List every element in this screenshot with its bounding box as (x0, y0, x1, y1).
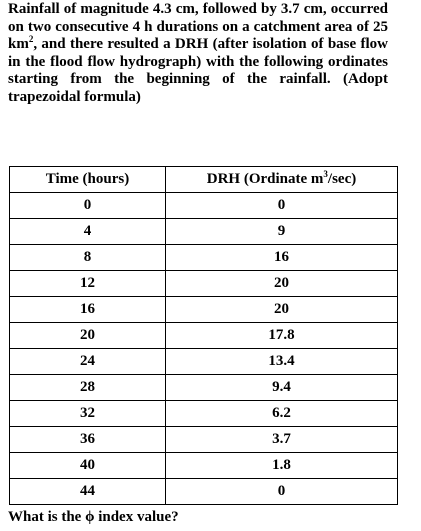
drh-table (9, 166, 398, 505)
table-row (10, 479, 398, 505)
table-row (10, 453, 398, 479)
table-row (10, 193, 398, 219)
time-cell: 36 (10, 427, 166, 453)
drh-cell: 20 (166, 271, 398, 297)
time-cell: 4 (10, 219, 166, 245)
problem-text-part-1: Rainfall of magnitude 4.3 cm, followed by 3.7 cm, occurred on two consecutive 4 h durations on a catchment area of 25 km (8, 1, 388, 53)
time-cell: 0 (10, 193, 166, 219)
drh-cell: 1.8 (166, 453, 398, 479)
area-unit-superscript: 2 (28, 34, 34, 45)
drh-cell: 13.4 (166, 349, 398, 375)
table-row (10, 427, 398, 453)
drh-header-main: DRH (Ordinate m (206, 171, 324, 187)
table-header-row (10, 167, 398, 193)
drh-header-superscript: 3 (323, 169, 328, 179)
question-text: What is the ϕ index value? (8, 509, 179, 525)
drh-cell: 0 (166, 193, 398, 219)
table-row (10, 271, 398, 297)
drh-header-tail: /sec) (327, 171, 357, 187)
time-cell: 44 (10, 479, 166, 505)
drh-cell: 0 (166, 479, 398, 505)
table-row (10, 219, 398, 245)
table-row (10, 245, 398, 271)
table-row (10, 323, 398, 349)
drh-column-header (166, 167, 398, 193)
table-row (10, 349, 398, 375)
time-cell: 12 (10, 271, 166, 297)
time-cell: 32 (10, 401, 166, 427)
problem-text-part-2: , and there resulted a DRH (after isolation of base flow in the flood flow hydrograph) with the following ordinates starting from the beginning of the rainfall. (Adopt trapezoidal formula) (8, 36, 388, 105)
drh-cell: 3.7 (166, 427, 398, 453)
drh-cell: 17.8 (166, 323, 398, 349)
drh-cell: 9 (166, 219, 398, 245)
problem-statement (8, 1, 388, 107)
time-cell: 24 (10, 349, 166, 375)
time-cell: 8 (10, 245, 166, 271)
time-cell: 16 (10, 297, 166, 323)
table-row (10, 401, 398, 427)
drh-cell: 16 (166, 245, 398, 271)
time-cell: 20 (10, 323, 166, 349)
time-cell: 40 (10, 453, 166, 479)
drh-cell: 9.4 (166, 375, 398, 401)
time-cell: 28 (10, 375, 166, 401)
table-row (10, 375, 398, 401)
table-row (10, 297, 398, 323)
drh-cell: 6.2 (166, 401, 398, 427)
time-column-header: Time (hours) (10, 167, 166, 193)
drh-cell: 20 (166, 297, 398, 323)
